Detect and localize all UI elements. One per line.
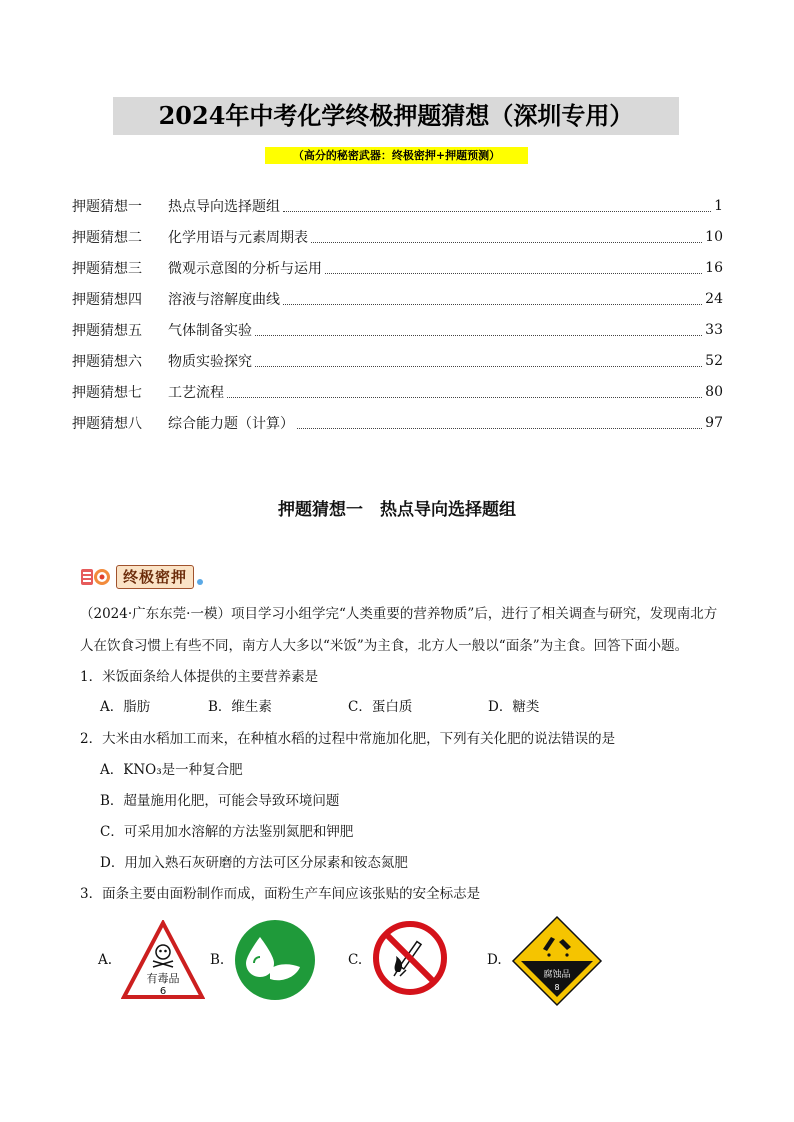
section-heading: 押题猜想一 热点导向选择题组 — [278, 500, 516, 520]
no-fire-sign-icon — [372, 920, 448, 996]
question-options — [100, 695, 660, 715]
toc-entry[interactable] — [72, 376, 723, 407]
toc-entry[interactable] — [72, 190, 723, 221]
answer-option[interactable]: C．可采用加水溶解的方法鉴别氮肥和钾肥 — [100, 824, 354, 840]
answer-option[interactable]: C. — [348, 952, 363, 968]
toc-leader — [255, 323, 702, 336]
toc-entry-title: 气体制备实验 — [168, 322, 252, 339]
toc-entry-page: 10 — [705, 228, 723, 245]
toc-entry[interactable] — [72, 221, 723, 252]
page-subtitle: （高分的秘密武器：终极密押+押题预测） — [292, 149, 501, 162]
toc-entry-title: 综合能力题（计算） — [168, 415, 294, 432]
toc-entry-number: 押题猜想三 — [72, 260, 142, 277]
answer-option[interactable]: D．用加入熟石灰研磨的方法可区分尿素和铵态氮肥 — [100, 855, 408, 871]
answer-option[interactable]: A. — [98, 952, 113, 968]
toc-entry-title: 物质实验探究 — [168, 353, 252, 370]
answer-option[interactable]: A．KNO₃是一种复合肥 — [100, 762, 243, 778]
toc-entry[interactable] — [72, 283, 723, 314]
intro-line: 人在饮食习惯上有些不同，南方人大多以“米饭”为主食，北方人一般以“面条”为主食。回答下面小题。 — [80, 638, 689, 654]
toc-entry-title: 溶液与溶解度曲线 — [168, 291, 280, 308]
toc-entry-page: 33 — [705, 321, 723, 338]
toc-leader — [325, 261, 702, 274]
toc-entry-page: 16 — [705, 259, 723, 276]
answer-option[interactable]: D．糖类 — [488, 699, 540, 715]
toc-entry[interactable] — [72, 252, 723, 283]
target-icon — [80, 566, 114, 588]
toc-entry-page: 24 — [705, 290, 723, 307]
toxic-sign-label: 有毒品 — [146, 972, 180, 985]
answer-option[interactable]: D. — [487, 952, 502, 968]
question-stem: 2．大米由水稻加工而来，在种植水稻的过程中常施加化肥，下列有关化肥的说法错误的是 — [80, 731, 616, 747]
section-badge — [80, 564, 203, 590]
toc-entry-title: 微观示意图的分析与运用 — [168, 260, 322, 277]
toc-entry-title: 化学用语与元素周期表 — [168, 229, 308, 246]
toc-leader — [227, 385, 702, 398]
toc-entry-number: 押题猜想七 — [72, 384, 142, 401]
toc-entry-page: 80 — [705, 383, 723, 400]
decorative-dot-icon — [197, 579, 203, 585]
corrosive-sign-number: 8 — [554, 983, 560, 992]
table-of-contents — [72, 190, 723, 438]
corrosive-sign-icon — [511, 915, 603, 1007]
toc-entry-title: 热点导向选择题组 — [168, 198, 280, 215]
toc-entry[interactable] — [72, 345, 723, 376]
answer-option[interactable]: B．维生素 — [208, 699, 272, 715]
question-stem: 1．米饭面条给人体提供的主要营养素是 — [80, 669, 319, 685]
toc-entry-title: 工艺流程 — [168, 384, 224, 401]
toxic-sign-icon — [121, 920, 205, 1000]
toc-entry-number: 押题猜想二 — [72, 229, 142, 246]
toc-entry-number: 押题猜想四 — [72, 291, 142, 308]
toc-entry-number: 押题猜想八 — [72, 415, 142, 432]
answer-option[interactable]: B．超量施用化肥，可能会导致环境问题 — [100, 793, 340, 809]
toc-leader — [283, 292, 702, 305]
question-stem: 3．面条主要由面粉制作而成，面粉生产车间应该张贴的安全标志是 — [80, 886, 481, 902]
water-saving-sign-icon — [234, 919, 316, 1001]
toc-leader — [297, 416, 702, 429]
toc-leader — [255, 354, 702, 367]
badge-label: 终极密押 — [116, 565, 194, 589]
answer-option[interactable]: C．蛋白质 — [348, 699, 413, 715]
toc-entry-number: 押题猜想一 — [72, 198, 142, 215]
toc-entry-page: 52 — [705, 352, 723, 369]
corrosive-sign-label: 腐蚀品 — [543, 970, 571, 980]
toc-entry[interactable] — [72, 407, 723, 438]
toc-entry-page: 97 — [705, 414, 723, 431]
answer-option[interactable]: B. — [210, 952, 225, 968]
toc-entry-page: 1 — [714, 197, 723, 214]
toc-leader — [311, 230, 702, 243]
toc-entry-number: 押题猜想五 — [72, 322, 142, 339]
answer-option[interactable]: A．脂肪 — [100, 699, 151, 715]
title-banner — [113, 97, 679, 135]
intro-line: （2024·广东东莞·一模）项目学习小组学完“人类重要的营养物质”后，进行了相关调查与研究，发现南北方 — [80, 606, 718, 622]
toxic-sign-number: 6 — [159, 986, 167, 997]
toc-entry[interactable] — [72, 314, 723, 345]
toc-entry-number: 押题猜想六 — [72, 353, 142, 370]
page-title: 2024年中考化学终极押题猜想（深圳专用） — [158, 101, 634, 130]
subtitle-banner — [265, 147, 528, 164]
toc-leader — [283, 199, 711, 212]
